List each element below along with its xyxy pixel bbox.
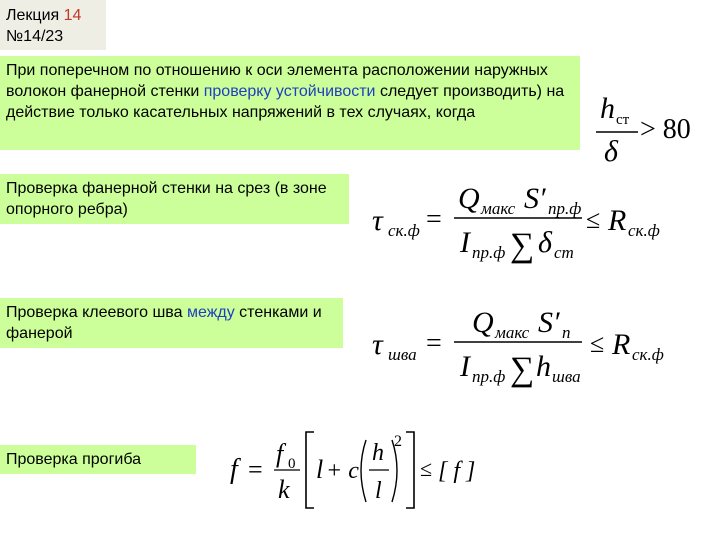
l2-symbol: l (375, 478, 382, 504)
stability-formula (588, 88, 708, 166)
lecture-number: 14 (63, 7, 82, 24)
power-2: 2 (394, 433, 402, 450)
h-symbol: h (536, 350, 551, 383)
intro-text-highlight: проверку устойчивости (199, 83, 376, 100)
q-symbol: Q (458, 182, 480, 215)
glue-text-highlight: между (182, 304, 235, 321)
slide-id: №14/23 (6, 28, 64, 45)
shear-text-box (0, 174, 349, 224)
le-symbol: ≤ (586, 205, 601, 234)
h-symbol: h (372, 440, 384, 466)
i-sub: пр.ф (472, 243, 506, 262)
f0-symbol: f (276, 439, 284, 468)
glue-text-start: Проверка клеевого шва (6, 304, 183, 321)
intro-text-start: При поперечном по отношению к оси элемента расположении наружных волокон фанерной стенки (6, 62, 548, 100)
r-symbol: R (612, 328, 631, 361)
equals: = (248, 455, 263, 484)
le-symbol: ≤ (420, 456, 433, 481)
f-symbol: f (230, 454, 238, 485)
delta-symbol: δ (538, 226, 552, 259)
le-symbol: ≤ (590, 329, 605, 358)
q-sub: макс (495, 323, 530, 342)
equals: = (426, 328, 442, 359)
formula-delta: δ (604, 135, 618, 166)
slide-header (0, 0, 106, 50)
r-symbol: R (608, 204, 627, 237)
shear-text: Проверка фанерной стенки на срез (в зоне опорного ребра) (6, 180, 327, 218)
f0-sub: 0 (288, 456, 296, 472)
glue-formula (368, 294, 688, 390)
rhs-f: [ f ] (438, 458, 476, 484)
i-sub: пр.ф (472, 367, 506, 386)
tau-sub: шва (388, 345, 417, 364)
l-symbol: l (316, 455, 324, 484)
lecture-label: Лекция (6, 7, 60, 24)
tau-symbol: τ (372, 204, 383, 237)
i-symbol: I (460, 350, 470, 383)
delta-sub: ст (554, 243, 574, 262)
formula-h-sub: ст (616, 112, 630, 128)
formula-h: h (600, 92, 615, 125)
deflection-formula (226, 424, 486, 514)
sum-symbol: ∑ (510, 351, 535, 388)
r-sub: ск.ф (632, 345, 664, 364)
equals: = (426, 204, 442, 235)
intro-text-box (0, 56, 580, 150)
tau-sub: ск.ф (388, 221, 420, 240)
r-sub: ск.ф (628, 221, 660, 240)
q-symbol: Q (472, 306, 494, 339)
plus-c: + c (326, 458, 359, 484)
k-symbol: k (278, 475, 290, 504)
deflection-text-box (0, 445, 196, 474)
q-sub: макс (481, 199, 516, 218)
h-sub: шва (552, 367, 581, 386)
tau-symbol: τ (372, 328, 383, 361)
glue-text-end: стенками и фанерой (6, 304, 322, 342)
s-symbol: S′ (524, 182, 546, 215)
intro-text-end: следует производить) на действие только касательных напряжений в тех случаях, когда (6, 83, 565, 121)
s-sub: пр.ф (548, 199, 582, 218)
s-sub: п (562, 323, 571, 342)
sum-symbol: ∑ (510, 227, 535, 264)
shear-formula (368, 170, 688, 266)
s-symbol: S′ (538, 306, 560, 339)
i-symbol: I (460, 226, 470, 259)
glue-text-box (0, 298, 343, 348)
formula-rhs: > 80 (640, 114, 691, 145)
deflection-text: Проверка прогиба (6, 451, 142, 468)
